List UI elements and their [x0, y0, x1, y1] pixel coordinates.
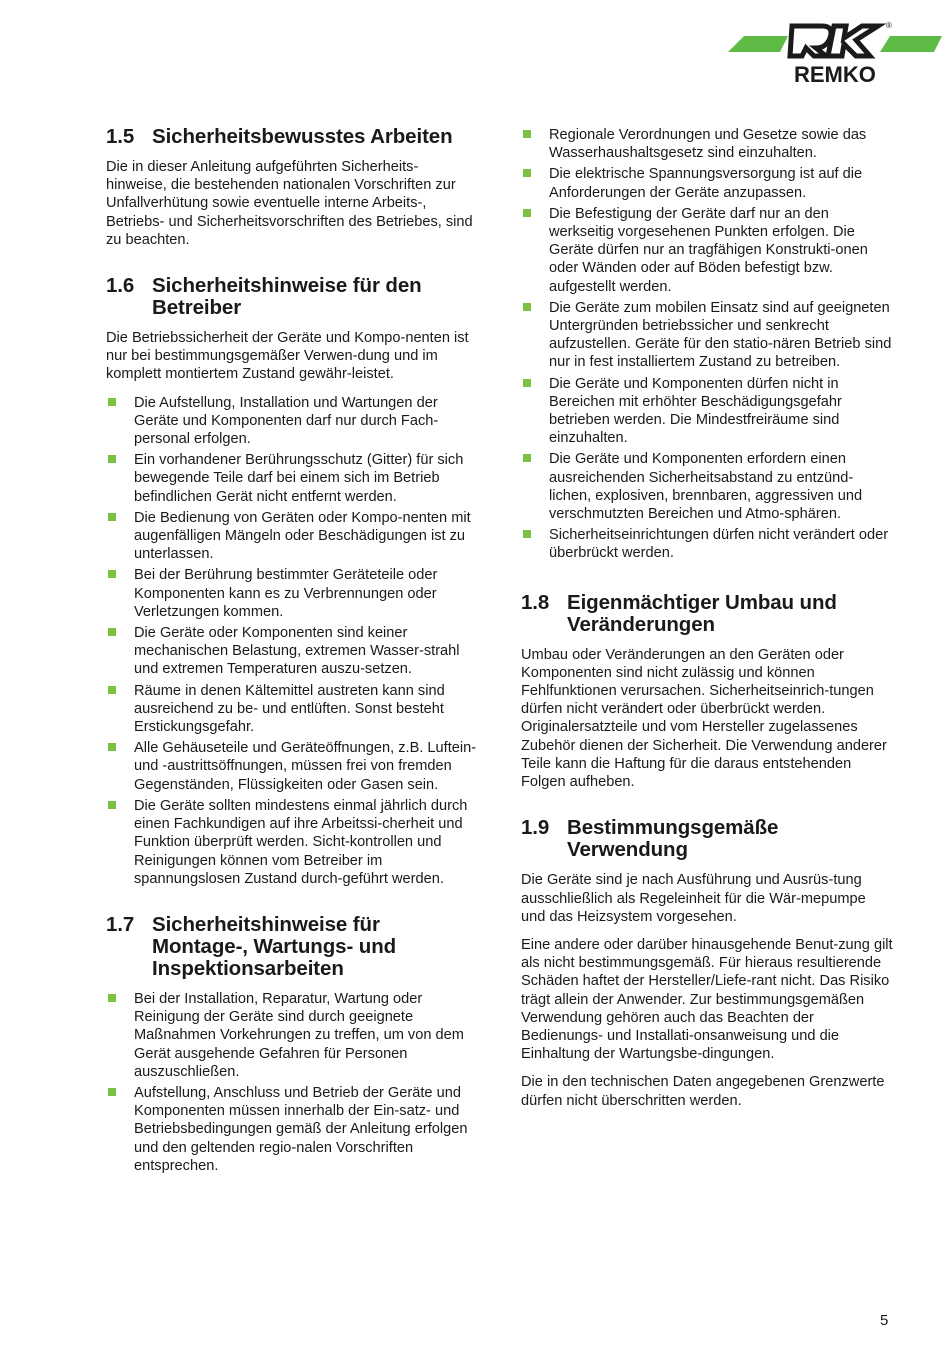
square-bullet-icon: [523, 454, 531, 462]
square-bullet-icon: [108, 801, 116, 809]
square-bullet-icon: [108, 628, 116, 636]
list-item-text: Bei der Installation, Reparatur, Wartung oder Reinigung der Geräte sind durch geeignete Maßnahmen Vorkehrungen zu treffen, um von dem Gerät ausgehende Gefahren für Personen auszuschließen.: [134, 990, 464, 1080]
paragraph: Umbau oder Veränderungen an den Geräten oder Komponenten sind nicht zulässig und können Fehlfunktionen verursachen. Sicherheitseinrich-tungen dürfen nicht verändert oder überbrückt werden. Originalersatzteile und vom Hersteller zugelassenes Zubehör dienen der Sicherheit. Die Verwendung anderer Teile kann die Haftung für die daraus entstehenden Folgen aufheben.: [521, 646, 887, 791]
section: [521, 592, 893, 792]
continued-list: [521, 126, 893, 563]
list-item: [106, 566, 478, 621]
list-item-text: Die Geräte zum mobilen Einsatz sind auf geeigneten Untergründen betriebssicher und senkrecht aufzustellen. Geräte für den statio-nären Betrieb sind nur in fest installiertem Zustand zu betreiben.: [549, 299, 892, 371]
list-item-text: Die Geräte und Komponenten erfordern einen ausreichenden Sicherheitsabstand zu entzünd-lichen, explosiven, brennbaren, aggressiven und verschmutzten Bereichen und Atmo-sphären.: [549, 451, 863, 523]
list-item: [521, 526, 893, 562]
paragraph: Eine andere oder darüber hinausgehende Benut-zung gilt als nicht bestimmungsgemäß. Für hieraus resultierende Schäden haftet der Hersteller/Liefe-rant nicht. Das Risiko trägt allein der Anwender. Zur bestimmungsgemäßen Verwendung gehören auch das Beachten der Bedienungs- und Installati-onsanweisung und die Einhaltung der Wartungsbe-dingungen.: [521, 936, 893, 1063]
square-bullet-icon: [108, 455, 116, 463]
list-item: [106, 1084, 478, 1175]
square-bullet-icon: [108, 686, 116, 694]
list-item: [106, 797, 478, 888]
section-number: 1.7: [106, 912, 135, 936]
left-column: [106, 126, 478, 1201]
square-bullet-icon: [523, 209, 531, 217]
page-number: 5: [880, 1312, 889, 1329]
section: [106, 914, 478, 1175]
paragraph: Die Geräte sind je nach Ausführung und Ausrüs-tung ausschließlich als Regeleinheit für die Wär-mepumpe und das Heizsystem vorgesehen.: [521, 872, 866, 925]
square-bullet-icon: [523, 530, 531, 538]
list-item-text: Bei der Berührung bestimmter Geräteteile oder Komponenten kann es zu Verbrennungen oder Verletzungen kommen.: [134, 567, 438, 620]
list-item: [521, 205, 893, 296]
square-bullet-icon: [523, 379, 531, 387]
square-bullet-icon: [108, 398, 116, 406]
remko-logo: [722, 18, 944, 88]
list-item-text: Regionale Verordnungen und Gesetze sowie das Wasserhaushaltsgesetz sind einzuhalten.: [549, 127, 867, 162]
paragraph: Die in den technischen Daten angegebenen Grenzwerte dürfen nicht überschritten werden.: [521, 1074, 885, 1109]
square-bullet-icon: [108, 513, 116, 521]
square-bullet-icon: [108, 743, 116, 751]
section-heading: [521, 817, 893, 861]
bullet-list: [106, 394, 478, 888]
section-title: Sicherheitshinweise für den Betreiber: [152, 274, 422, 320]
logo-wordmark: REMKO: [794, 62, 876, 87]
list-item: [106, 739, 478, 794]
list-item: [106, 990, 478, 1081]
section-title: Sicherheitsbewusstes Arbeiten: [152, 125, 453, 148]
section-heading: [521, 592, 893, 636]
section-number: 1.8: [521, 590, 550, 614]
section: [106, 126, 478, 249]
list-item-text: Die Geräte sollten mindestens einmal jährlich durch einen Fachkundigen auf ihre Arbeitssi-cherheit und Funktion überprüft werden. Sicht-kontrollen und Reinigungen können vom Betreiber im spannungslosen Zustand durch-geführt werden.: [134, 797, 468, 887]
list-item: [521, 375, 893, 448]
list-item-text: Sicherheitseinrichtungen dürfen nicht verändert oder überbrückt werden.: [549, 527, 889, 562]
list-item-text: Ein vorhandener Berührungsschutz (Gitter) für sich bewegende Teile darf bei einem sich im Betrieb befindlichen Gerät nicht entfernt werden.: [134, 452, 464, 505]
list-item-text: Alle Gehäuseteile und Geräteöffnungen, z.B. Luftein- und -austrittsöffnungen, müssen frei von fremden Gegenständen, Flüssigkeiten oder Gasen sein.: [134, 740, 477, 793]
logo-registered: ®: [886, 21, 892, 30]
section-number: 1.9: [521, 816, 550, 840]
list-item: [106, 682, 478, 737]
square-bullet-icon: [108, 994, 116, 1002]
list-item-text: Die Geräte oder Komponenten sind keiner mechanischen Belastung, extremen Wasser-strahl und extremen Temperaturen auszu-setzen.: [134, 625, 460, 678]
square-bullet-icon: [523, 169, 531, 177]
section-heading: [106, 914, 478, 980]
paragraph: Die in dieser Anleitung aufgeführten Sicherheits-hinweise, die bestehenden nationalen Vorschriften zur Unfallverhütung sowie eventuelle interne Arbeits-, Betriebs- und Sicherheitsvorschriften des Betriebes, sind zu beachten.: [106, 159, 473, 248]
square-bullet-icon: [108, 1088, 116, 1096]
list-item-text: Die elektrische Spannungsversorgung ist auf die Anforderungen der Geräte anzupassen.: [549, 166, 863, 201]
square-bullet-icon: [108, 570, 116, 578]
list-item: [106, 394, 478, 449]
list-item: [521, 126, 893, 162]
section-number: 1.5: [106, 125, 135, 148]
right-column: [521, 126, 893, 1136]
square-bullet-icon: [523, 130, 531, 138]
section: [521, 817, 893, 1109]
list-item: [521, 165, 893, 201]
section-number: 1.6: [106, 274, 135, 298]
list-item: [106, 624, 478, 679]
section-title: Sicherheitshinweise für Montage-, Wartungs- und Inspektionsarbeiten: [152, 912, 397, 980]
paragraph: Die Betriebssicherheit der Geräte und Kompo-nenten ist nur bei bestimmungsgemäßer Verwen-dung und im komplett montiertem Zustand gewähr-leistet.: [106, 330, 469, 383]
section-heading: [106, 275, 478, 319]
list-item-text: Die Aufstellung, Installation und Wartungen der Geräte und Komponenten darf nur durch Fach-personal erfolgen.: [134, 394, 439, 448]
square-bullet-icon: [523, 303, 531, 311]
remko-logo-mark: [722, 18, 944, 88]
section: [106, 275, 478, 888]
list-item: [521, 299, 893, 372]
bullet-list: [106, 990, 478, 1175]
list-item-text: Aufstellung, Anschluss und Betrieb der Geräte und Komponenten müssen innerhalb der Ein-satz- und Betriebsbedingungen gemäß der Anleitung erfolgen und den geltenden regio-nalen Vorschriften entsprechen.: [134, 1084, 468, 1174]
section-heading: [106, 126, 478, 148]
list-item: [106, 451, 478, 506]
section-title: Bestimmungsgemäße Verwendung: [567, 816, 779, 862]
list-item: [521, 450, 893, 523]
list-item-text: Die Geräte und Komponenten dürfen nicht in Bereichen mit erhöhter Beschädigungsgefahr betrieben werden. Die Mindestfreiräume sind einzuhalten.: [549, 375, 842, 447]
list-item-text: Die Bedienung von Geräten oder Kompo-nenten mit augenfälligen Mängeln oder Beschädigungen ist zu unterlassen.: [134, 509, 471, 563]
section-title: Eigenmächtiger Umbau und Veränderungen: [567, 590, 837, 636]
list-item-text: Räume in denen Kältemittel austreten kann sind ausreichend zu be- und entlüften. Sonst besteht Erstickungsgefahr.: [134, 682, 445, 736]
list-item: [106, 509, 478, 564]
list-item-text: Die Befestigung der Geräte darf nur an den werkseitig vorgesehenen Punkten erfolgen. Die Geräte dürfen nur an tragfähigen Konstrukti-onen oder Wänden oder auf Böden befestigt bzw. aufgestellt werden.: [549, 205, 868, 295]
